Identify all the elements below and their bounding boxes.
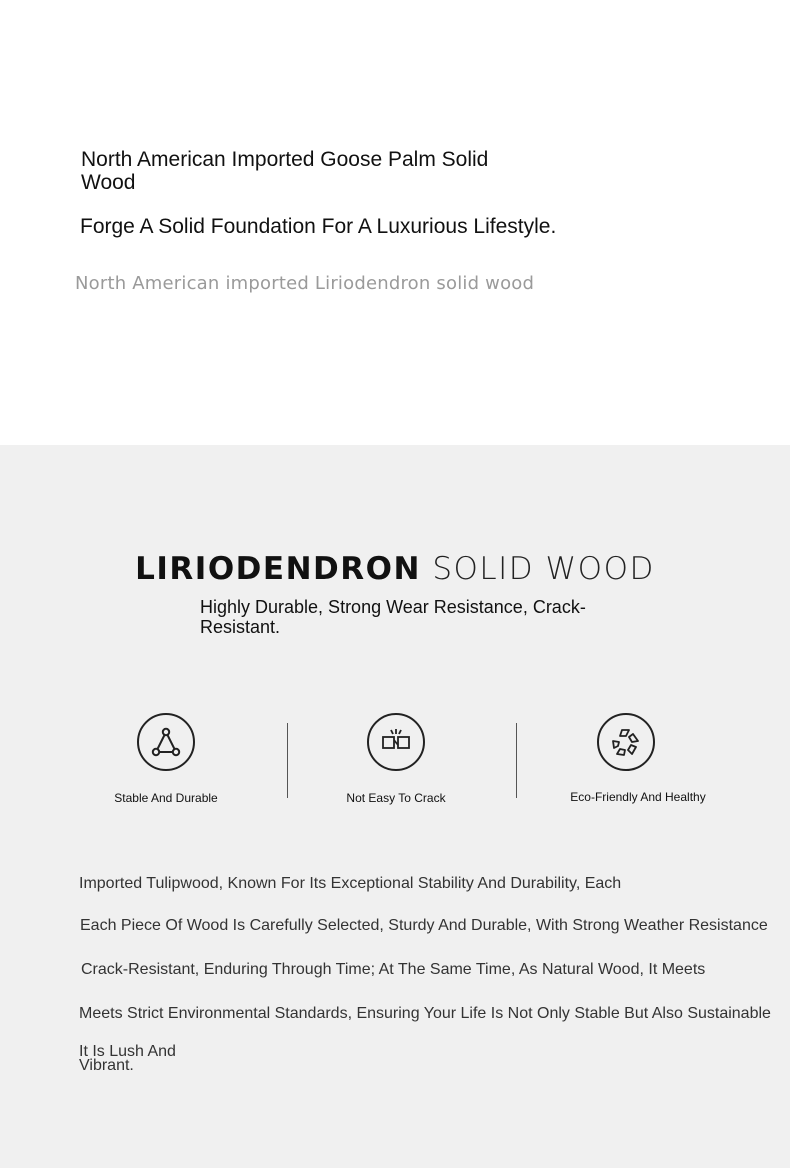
triangle-nodes-icon (137, 713, 195, 771)
description-line: Imported Tulipwood, Known For Its Exceptional Stability And Durability, Each (79, 875, 622, 892)
hero-section (0, 0, 790, 445)
description-line: It Is Lush And (79, 1043, 176, 1060)
feature-divider (516, 723, 517, 798)
feature-label-crack: Not Easy To Crack (346, 791, 446, 805)
feature-tagline: Highly Durable, Strong Wear Resistance, Crack-Resistant. (200, 597, 586, 637)
description-line: Each Piece Of Wood Is Carefully Selected, Sturdy And Durable, With Strong Weather Resistance (80, 917, 768, 934)
hero-subtitle: Forge A Solid Foundation For A Luxurious Lifestyle. (80, 215, 557, 238)
feature-divider (287, 723, 288, 798)
hero-title: North American Imported Goose Palm Solid Wood (81, 148, 489, 194)
feature-item-crack (301, 713, 491, 805)
feature-section (0, 445, 790, 1168)
brand-heading-bold: LIRIODENDRON (135, 551, 421, 587)
feature-icon-row (0, 713, 790, 813)
brand-heading-light: SOLID WOOD (432, 551, 655, 587)
feature-item-eco (530, 713, 776, 804)
feature-item-stable (71, 713, 261, 805)
description-line: Meets Strict Environmental Standards, Ensuring Your Life Is Not Only Stable But Also Sustainable (79, 1005, 771, 1022)
description-line: Vibrant. (79, 1057, 134, 1074)
recycle-icon (597, 713, 655, 771)
feature-label-eco: Eco-Friendly And Healthy (570, 790, 706, 804)
description-line: Crack-Resistant, Enduring Through Time; At The Same Time, As Natural Wood, It Meets (81, 961, 706, 978)
crack-board-icon (367, 713, 425, 771)
feature-label-stable: Stable And Durable (114, 791, 218, 805)
hero-caption: North American imported Liriodendron solid wood (75, 273, 535, 294)
brand-heading (0, 549, 790, 589)
